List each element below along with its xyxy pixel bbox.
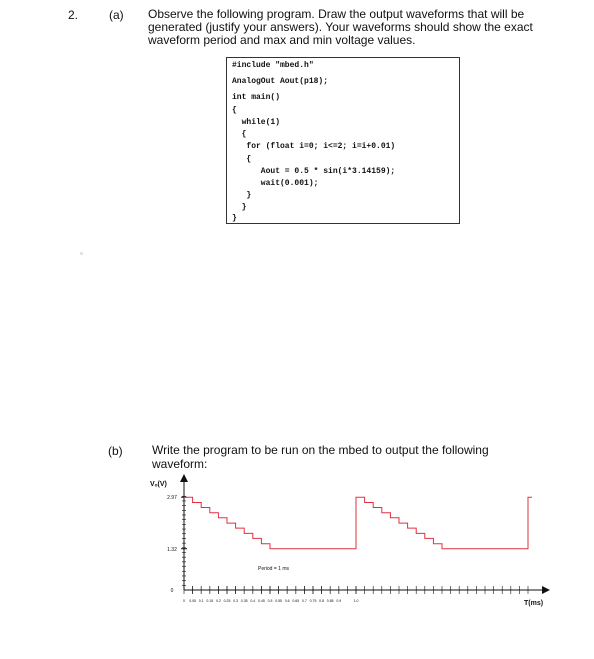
x-tick-label: 0.45 [257,599,265,603]
y-tick-label: 0 [170,588,174,594]
x-tick-label: 0.65 [292,599,300,603]
x-tick-label: 0.55 [275,599,283,603]
part-a-instructions: Observe the following program. Draw the output waveforms that will be generated (justify your answers). Your waveforms should show the exact waveform period and max and min voltage values. [148,7,533,47]
x-tick-label: 0.3 [233,599,239,603]
code-line: { [232,155,252,164]
code-line: AnalogOut Aout(p18); [232,77,329,86]
code-line: } [232,203,247,212]
y-axis-label: Vₒ(V) [150,481,167,488]
code-line: int main() [232,93,281,102]
y-tick-label: 2.97 [167,495,177,502]
x-tick-label: 0.35 [240,599,248,603]
x-tick-label: 0.7 [301,599,307,603]
x-tick-label: 0 [183,599,185,603]
x-tick-label: 0.85 [326,599,334,603]
x-tick-label: 0.4 [250,599,256,603]
question-number: 2. [68,8,79,22]
code-line: #include "mbed.h" [232,61,314,70]
part-a-label: (a) [109,8,124,22]
x-tick-label: 0.6 [284,599,290,603]
x-tick-label: 0.05 [189,599,197,603]
code-line: { [232,106,237,115]
x-tick-label: 0.75 [309,599,317,603]
code-line: } [232,214,237,223]
code-line: { [232,130,247,139]
x-tick-label: 0.15 [206,599,214,603]
code-line: for (float i=0; i<=2; i=i+0.01) [232,142,396,151]
x-tick-label: 0.25 [223,599,231,603]
x-axis-label: T(ms) [524,600,544,607]
y-tick-label: 1.32 [167,546,177,553]
code-line: } [232,191,252,200]
code-line: while(1) [232,118,281,127]
x-tick-label: 0.9 [336,599,342,603]
part-b-label: (b) [108,444,123,458]
code-line: Aout = 0.5 * sin(i*3.14159); [232,167,396,176]
code-line: wait(0.001); [232,179,319,188]
part-b-instructions: Write the program to be run on the mbed to output the following waveform: [152,443,489,471]
x-tick-label: 0.5 [267,599,273,603]
period-annotation: Period = 1 ms [258,566,289,572]
x-tick-label: 0.2 [215,599,221,603]
waveform-line [184,497,532,549]
x-tick-label: 1.0 [353,599,359,603]
x-tick-label: 0.1 [198,599,204,603]
x-tick-label: 0.8 [319,599,325,603]
